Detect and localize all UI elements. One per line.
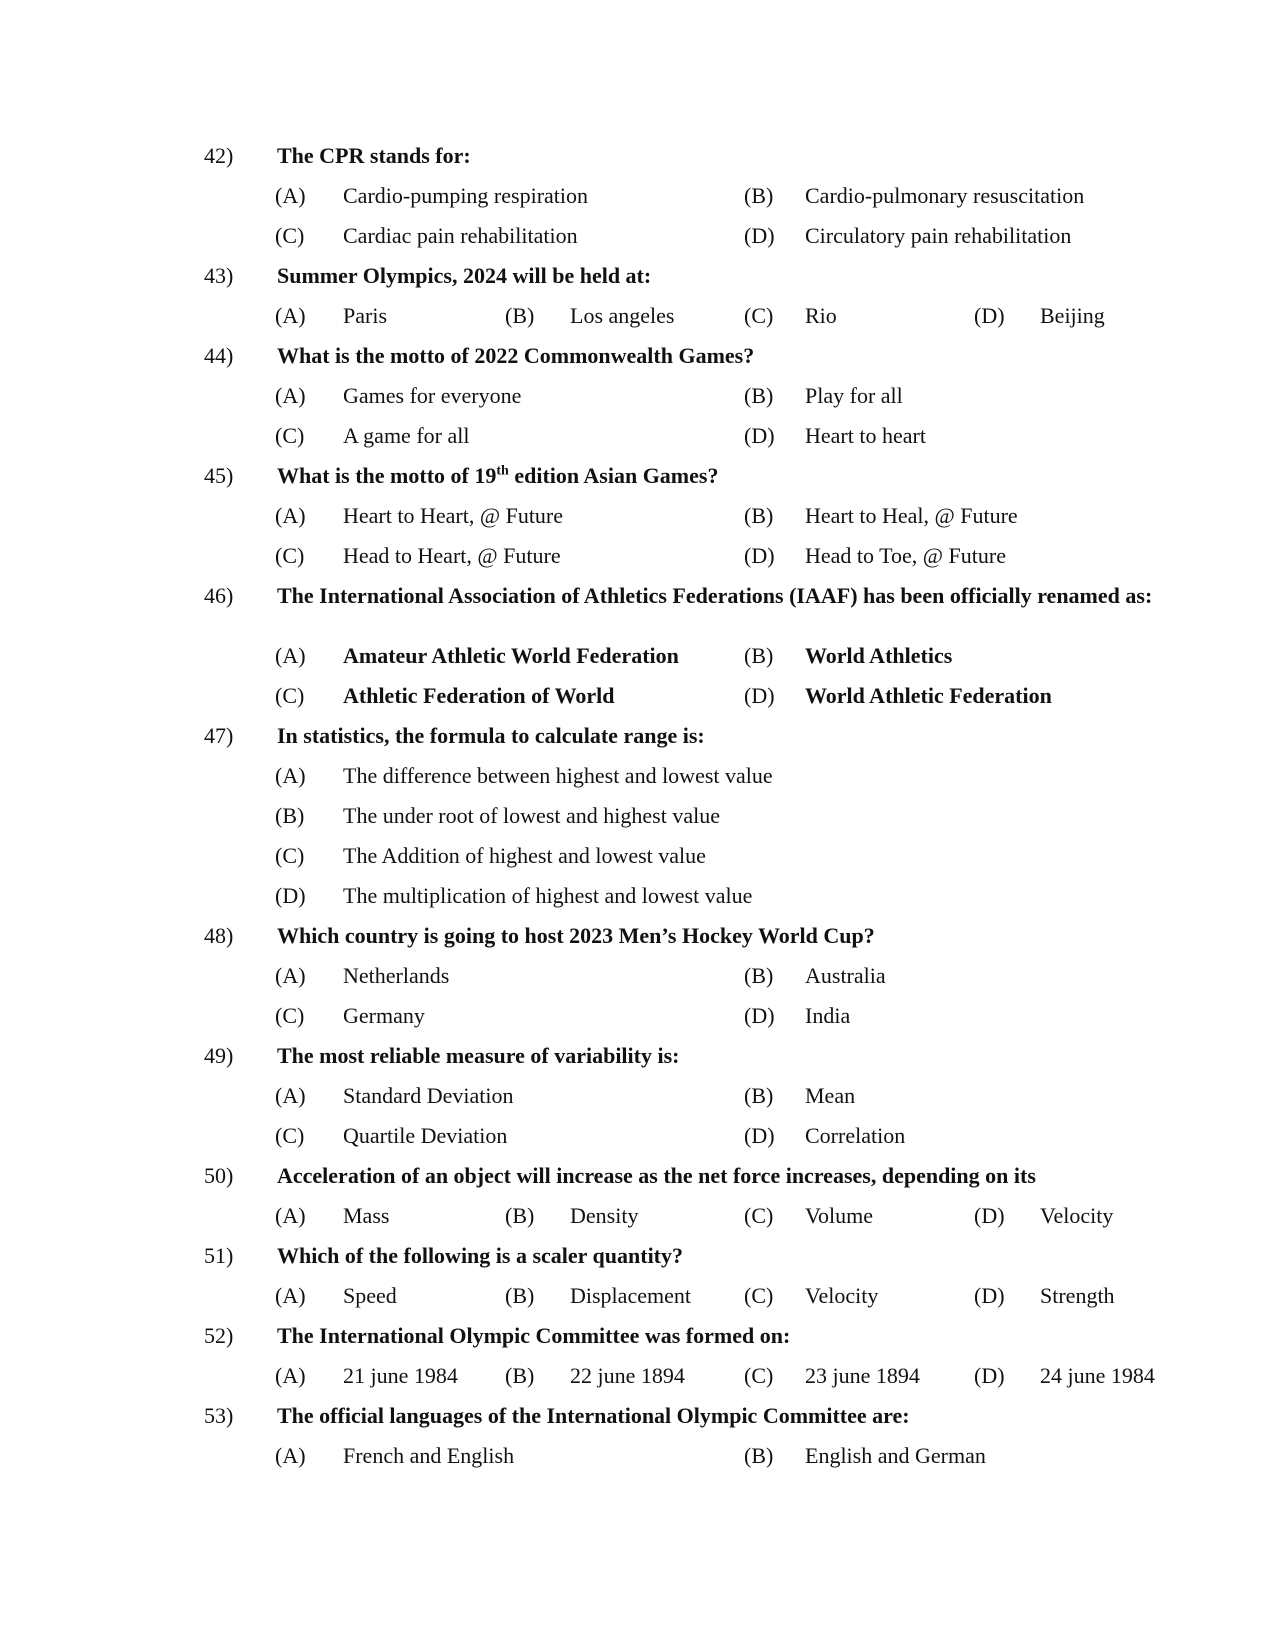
question-text: What is the motto of 2022 Commonwealth Games? <box>277 343 755 368</box>
option-label: (C) <box>275 223 305 248</box>
option-label: (A) <box>275 1203 306 1228</box>
question-number: 53) <box>204 1403 234 1428</box>
question-number: 42) <box>204 143 234 168</box>
option-text: India <box>805 1003 851 1028</box>
option-label: (B) <box>505 1203 535 1228</box>
option-label: (D) <box>744 1123 775 1148</box>
option-text: The Addition of highest and lowest value <box>343 843 706 868</box>
question-text: The International Association of Athletics Federations (IAAF) has been officially renamed as: <box>277 583 1153 608</box>
option-row <box>0 836 1275 876</box>
question-block <box>0 136 1275 256</box>
option-label: (D) <box>974 303 1005 328</box>
question-row <box>0 1236 1275 1276</box>
option-label: (A) <box>275 1283 306 1308</box>
option-label: (D) <box>974 1203 1005 1228</box>
option-row <box>0 676 1275 716</box>
question-text <box>277 456 1187 496</box>
question-text-part: What is the motto of 19 <box>277 463 497 488</box>
question-number: 52) <box>204 1323 234 1348</box>
question-number: 51) <box>204 1243 234 1268</box>
question-block <box>0 256 1275 336</box>
question-block <box>0 1396 1275 1476</box>
option-label: (C) <box>744 1363 774 1388</box>
option-row <box>0 216 1275 256</box>
option-text: World Athletics <box>805 643 953 668</box>
option-label: (B) <box>744 1083 774 1108</box>
question-text: In statistics, the formula to calculate range is: <box>277 723 705 748</box>
option-text: Circulatory pain rehabilitation <box>805 223 1072 248</box>
option-label: (D) <box>744 683 775 708</box>
option-text: Cardiac pain rehabilitation <box>343 223 578 248</box>
question-row <box>0 576 1275 636</box>
option-label: (D) <box>275 883 306 908</box>
option-label: (C) <box>275 683 305 708</box>
question-block <box>0 456 1275 576</box>
option-text: The difference between highest and lowest value <box>343 763 773 788</box>
option-text: A game for all <box>343 423 470 448</box>
option-text: Density <box>570 1203 639 1228</box>
option-text: Paris <box>343 303 387 328</box>
option-row <box>0 996 1275 1036</box>
option-row <box>0 536 1275 576</box>
question-block <box>0 916 1275 1036</box>
option-text: Play for all <box>805 383 903 408</box>
option-text: Correlation <box>805 1123 906 1148</box>
option-row <box>0 176 1275 216</box>
option-label: (B) <box>744 503 774 528</box>
question-row <box>0 1156 1275 1196</box>
option-text: French and English <box>343 1443 515 1468</box>
option-label: (C) <box>744 1203 774 1228</box>
option-text: 23 june 1894 <box>805 1363 920 1388</box>
question-row <box>0 336 1275 376</box>
option-label: (A) <box>275 963 306 988</box>
option-text: Displacement <box>570 1283 691 1308</box>
option-row <box>0 956 1275 996</box>
option-text: Speed <box>343 1283 397 1308</box>
question-number: 45) <box>204 463 234 488</box>
question-text: The International Olympic Committee was formed on: <box>277 1323 791 1348</box>
option-row <box>0 496 1275 536</box>
option-label: (C) <box>744 1283 774 1308</box>
option-label: (B) <box>505 1283 535 1308</box>
ordinal-superscript: th <box>496 463 509 479</box>
question-text: The most reliable measure of variability is: <box>277 1043 680 1068</box>
option-label: (C) <box>275 423 305 448</box>
question-text: The official languages of the International Olympic Committee are: <box>277 1403 910 1428</box>
question-block <box>0 336 1275 456</box>
option-row <box>0 1356 1275 1396</box>
option-row <box>0 1076 1275 1116</box>
question-number: 50) <box>204 1163 234 1188</box>
option-label: (B) <box>744 643 774 668</box>
option-text: The multiplication of highest and lowest value <box>343 883 753 908</box>
option-label: (C) <box>275 843 305 868</box>
option-label: (A) <box>275 503 306 528</box>
option-row <box>0 1196 1275 1236</box>
option-text: Volume <box>805 1203 874 1228</box>
question-row <box>0 1396 1275 1436</box>
option-text: English and German <box>805 1443 986 1468</box>
question-block <box>0 1036 1275 1156</box>
option-text: Head to Heart, @ Future <box>343 543 561 568</box>
option-label: (A) <box>275 1443 306 1468</box>
option-label: (D) <box>744 423 775 448</box>
question-block <box>0 576 1275 716</box>
option-label: (D) <box>974 1363 1005 1388</box>
option-label: (B) <box>275 803 305 828</box>
option-label: (B) <box>505 303 535 328</box>
option-text: Standard Deviation <box>343 1083 514 1108</box>
option-row <box>0 1436 1275 1476</box>
question-text-part: edition Asian Games? <box>508 463 719 488</box>
option-label: (D) <box>744 1003 775 1028</box>
option-label: (A) <box>275 303 306 328</box>
question-row <box>0 136 1275 176</box>
option-text: World Athletic Federation <box>805 683 1052 708</box>
option-text: The under root of lowest and highest value <box>343 803 720 828</box>
option-row <box>0 756 1275 796</box>
option-text: Australia <box>805 963 886 988</box>
question-row <box>0 916 1275 956</box>
option-text: Cardio-pumping respiration <box>343 183 589 208</box>
option-label: (B) <box>505 1363 535 1388</box>
option-text: 21 june 1984 <box>343 1363 458 1388</box>
option-text: Head to Toe, @ Future <box>805 543 1006 568</box>
option-label: (C) <box>275 1003 305 1028</box>
question-row <box>0 716 1275 756</box>
question-number: 46) <box>204 583 234 608</box>
question-text: The CPR stands for: <box>277 143 471 168</box>
option-row <box>0 1276 1275 1316</box>
option-row <box>0 796 1275 836</box>
question-block <box>0 1236 1275 1316</box>
question-text: Which country is going to host 2023 Men’s Hockey World Cup? <box>277 923 875 948</box>
question-block <box>0 716 1275 916</box>
option-row <box>0 416 1275 456</box>
question-number: 44) <box>204 343 234 368</box>
option-text: Rio <box>805 303 837 328</box>
option-label: (A) <box>275 643 306 668</box>
question-row <box>0 456 1275 496</box>
option-text: Cardio-pulmonary resuscitation <box>805 183 1085 208</box>
option-label: (A) <box>275 763 306 788</box>
option-row <box>0 876 1275 916</box>
option-text: Los angeles <box>570 303 675 328</box>
option-label: (A) <box>275 183 306 208</box>
question-number: 43) <box>204 263 234 288</box>
option-label: (B) <box>744 963 774 988</box>
option-label: (B) <box>744 1443 774 1468</box>
option-text: Velocity <box>805 1283 879 1308</box>
question-text: Which of the following is a scaler quantity? <box>277 1243 684 1268</box>
option-text: Heart to Heal, @ Future <box>805 503 1018 528</box>
option-text: Beijing <box>1040 303 1105 328</box>
question-block <box>0 1156 1275 1236</box>
question-number: 48) <box>204 923 234 948</box>
option-label: (C) <box>744 303 774 328</box>
question-row <box>0 256 1275 296</box>
option-text: Mean <box>805 1083 856 1108</box>
option-text: Heart to Heart, @ Future <box>343 503 564 528</box>
option-label: (A) <box>275 1363 306 1388</box>
option-text: Velocity <box>1040 1203 1114 1228</box>
question-block <box>0 1316 1275 1396</box>
question-sheet <box>0 136 1275 1476</box>
option-text: Germany <box>343 1003 425 1028</box>
option-text: Amateur Athletic World Federation <box>343 643 679 668</box>
option-label: (D) <box>974 1283 1005 1308</box>
option-text: Strength <box>1040 1283 1115 1308</box>
question-text: Acceleration of an object will increase as the net force increases, depending on its <box>277 1163 1036 1188</box>
option-text: Heart to heart <box>805 423 926 448</box>
option-row <box>0 636 1275 676</box>
option-label: (B) <box>744 183 774 208</box>
option-label: (C) <box>275 1123 305 1148</box>
option-row <box>0 1116 1275 1156</box>
question-row <box>0 1316 1275 1356</box>
option-label: (A) <box>275 383 306 408</box>
option-text: Games for everyone <box>343 383 522 408</box>
option-text: Quartile Deviation <box>343 1123 508 1148</box>
option-row <box>0 376 1275 416</box>
question-number: 49) <box>204 1043 234 1068</box>
question-row <box>0 1036 1275 1076</box>
option-label: (A) <box>275 1083 306 1108</box>
question-number: 47) <box>204 723 234 748</box>
option-text: 22 june 1894 <box>570 1363 685 1388</box>
option-label: (C) <box>275 543 305 568</box>
question-text: Summer Olympics, 2024 will be held at: <box>277 263 652 288</box>
option-label: (D) <box>744 543 775 568</box>
option-row <box>0 296 1275 336</box>
option-text: Mass <box>343 1203 390 1228</box>
option-text: Athletic Federation of World <box>343 683 615 708</box>
option-text: 24 june 1984 <box>1040 1363 1155 1388</box>
option-text: Netherlands <box>343 963 450 988</box>
option-label: (B) <box>744 383 774 408</box>
option-label: (D) <box>744 223 775 248</box>
